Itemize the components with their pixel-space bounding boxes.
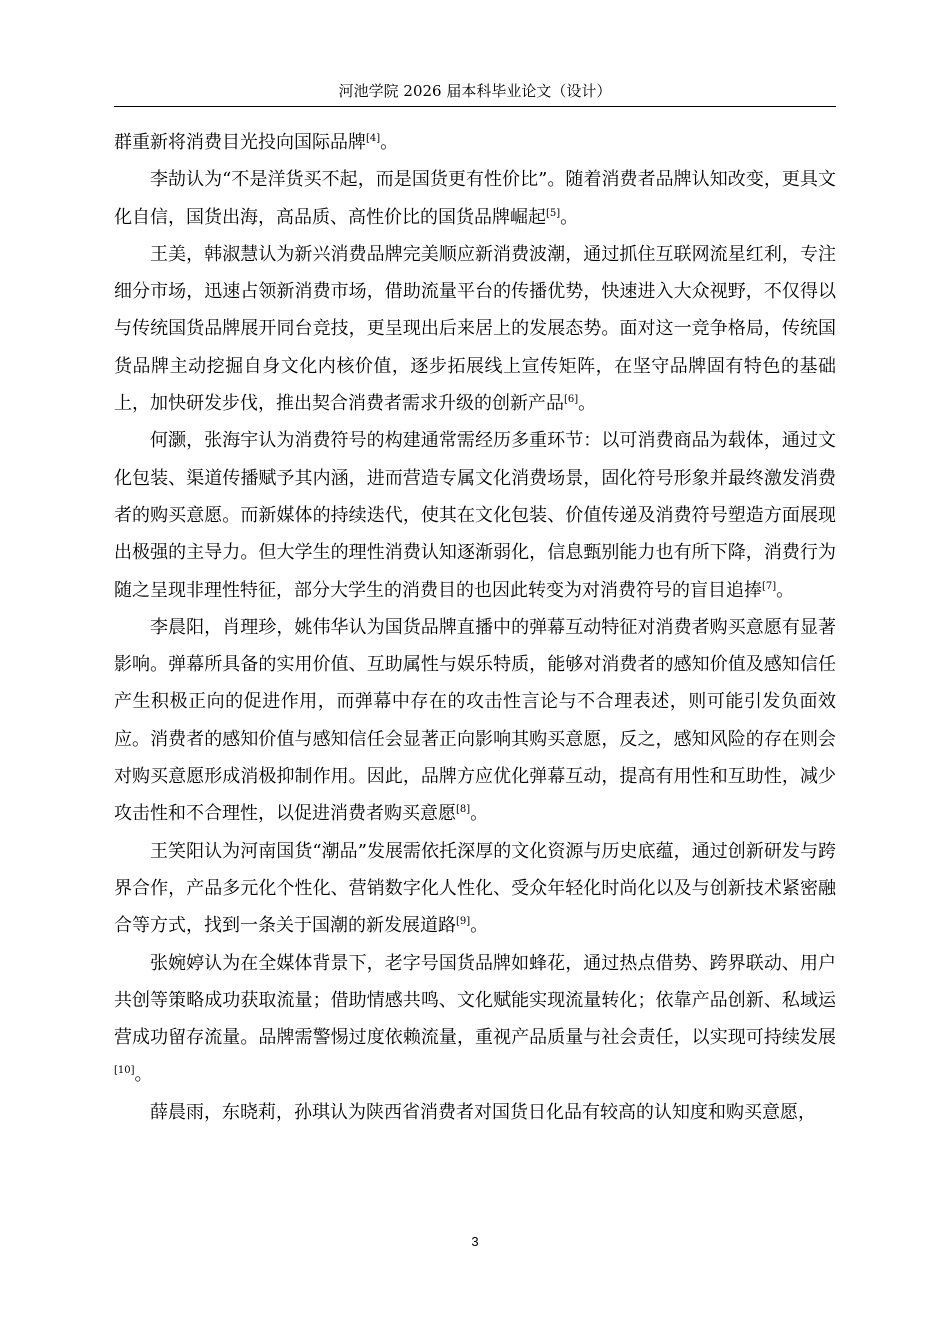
- paragraph-text: 群重新将消费目光投向国际品牌: [114, 132, 366, 153]
- paragraph-text: 王笑阳认为河南国货“潮品”发展需依托深厚的文化资源与历史底蕴，通过创新研发与跨界合作，产品多元化个性化、营销数字化人性化、受众年轻化时尚化以及与创新技术紧密融合等方式，找到一条关于国潮的新发展道路: [114, 840, 836, 937]
- paragraph-text: 李劼认为“不是洋货买不起，而是国货更有性价比”。随着消费者品牌认知改变，更具文化自信，国货出海，高品质、高性价比的国货品牌崛起: [114, 169, 836, 228]
- paragraph-end: 。: [380, 132, 399, 153]
- page-header: [114, 80, 836, 107]
- paragraph-end: 。: [560, 206, 579, 228]
- paragraph-end: 。: [470, 803, 489, 825]
- body-paragraph: [114, 609, 836, 833]
- paragraph-end: 。: [776, 579, 795, 601]
- citation-ref: [10]: [114, 1065, 135, 1077]
- citation-ref: [4]: [366, 133, 381, 144]
- paragraph-end: 。: [134, 1064, 153, 1086]
- citation-ref: [5]: [546, 207, 561, 219]
- body-paragraph: [114, 1094, 836, 1131]
- citation-ref: [9]: [456, 916, 471, 928]
- paragraph-text: 王美，韩淑慧认为新兴消费品牌完美顺应新消费波潮，通过抓住互联网流星红利，专注细分市场，迅速占领新消费市场，借助流量平台的传播优势，快速进入大众视野，不仅得以与传统国货品牌展开同台竞技，更呈现出后来居上的发展态势。面对这一竞争格局，传统国货品牌主动挖掘自身文化内核价值，逐步拓展线上宣传矩阵，在坚守品牌固有特色的基础上，加快研发步伐，推出契合消费者需求升级的创新产品: [114, 243, 836, 415]
- body-paragraph: [114, 236, 836, 422]
- page-body: [114, 124, 836, 1131]
- header-title: 河池学院 2026 届本科毕业论文（设计）: [338, 82, 612, 100]
- citation-ref: [6]: [564, 394, 579, 406]
- page-number: 3: [471, 1234, 479, 1249]
- citation-ref: [7]: [762, 580, 777, 592]
- body-paragraph: [114, 945, 836, 1094]
- paragraph-text: 张婉婷认为在全媒体背景下，老字号国货品牌如蜂花，通过热点借势、跨界联动、用户共创等策略成功获取流量；借助情感共鸣、文化赋能实现流量转化；依靠产品创新、私域运营成功留存流量。品牌需警惕过度依赖流量，重视产品质量与社会责任，以实现可持续发展: [114, 952, 836, 1049]
- body-paragraph: [114, 124, 836, 161]
- body-paragraph: [114, 833, 836, 945]
- paragraph-text: 薛晨雨，东晓莉，孙琪认为陕西省消费者对国货日化品有较高的认知度和购买意愿，: [150, 1101, 816, 1123]
- body-paragraph: [114, 422, 836, 608]
- paragraph-end: 。: [578, 393, 597, 415]
- body-paragraph: [114, 161, 836, 236]
- citation-ref: [8]: [456, 804, 471, 816]
- paragraph-text: 何灏，张海宇认为消费符号的构建通常需经历多重环节：以可消费商品为载体，通过文化包装、渠道传播赋予其内涵，进而营造专属文化消费场景，固化符号形象并最终激发消费者的购买意愿。而新媒体的持续迭代，使其在文化包装、价值传递及消费符号塑造方面展现出极强的主导力。但大学生的理性消费认知逐渐弱化，信息甄别能力也有所下降，消费行为随之呈现非理性特征，部分大学生的消费目的也因此转变为对消费符号的盲目追捧: [114, 430, 836, 601]
- paragraph-end: 。: [470, 915, 489, 937]
- paragraph-text: 李晨阳，肖理珍，姚伟华认为国货品牌直播中的弹幕互动特征对消费者购买意愿有显著影响。弹幕所具备的实用价值、互助属性与娱乐特质，能够对消费者的感知价值及感知信任产生积极正向的促进作用，而弹幕中存在的攻击性言论与不合理表述，则可能引发负面效应。消费者的感知价值与感知信任会显著正向影响其购买意愿，反之，感知风险的存在则会对购买意愿形成消极抑制作用。因此，品牌方应优化弹幕互动，提高有用性和互助性，减少攻击性和不合理性，以促进消费者购买意愿: [114, 616, 836, 825]
